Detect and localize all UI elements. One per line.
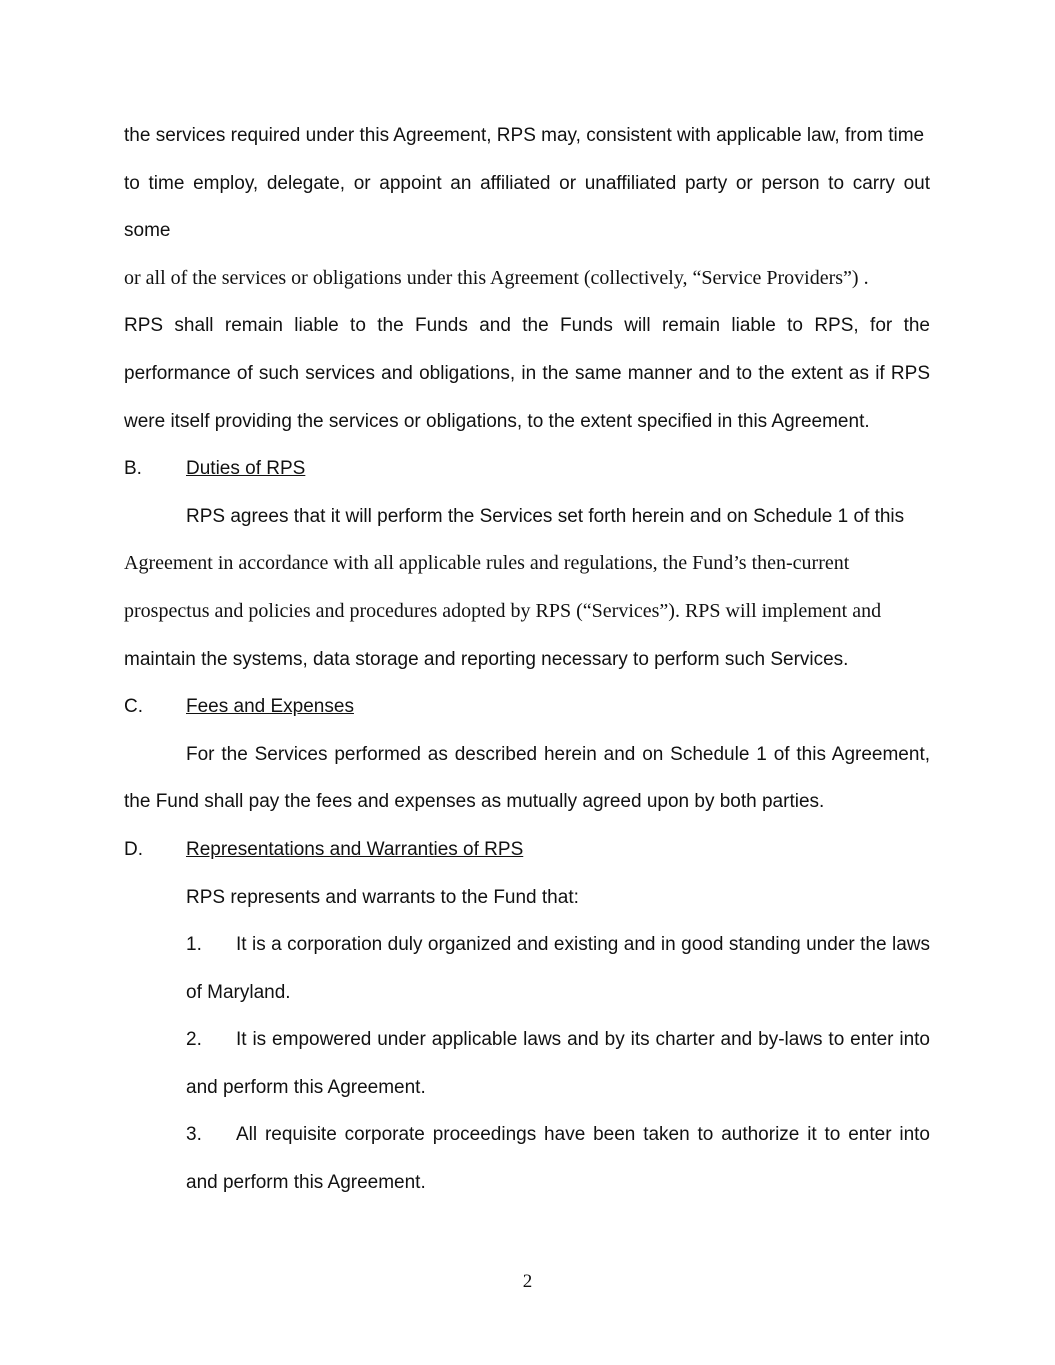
section-b-paragraph: [124, 493, 930, 683]
list-item-text: It is empowered under applicable laws and by its charter and by-laws to enter into and perform this Agreement.: [186, 1029, 930, 1098]
intro-line-2: to time employ, delegate, or appoint an affiliated or unaffiliated party or person to carry out some: [124, 172, 930, 242]
section-d-intro: RPS represents and warrants to the Fund that:: [186, 886, 579, 908]
section-c-heading: [124, 683, 930, 731]
document-body: [124, 112, 930, 1207]
page-number: 2: [522, 1271, 533, 1292]
section-d-title: Representations and Warranties of RPS: [186, 838, 524, 860]
list-item: [186, 921, 930, 1016]
section-d-heading: [124, 826, 930, 874]
list-item: [186, 1111, 930, 1206]
section-b-title: Duties of RPS: [186, 458, 306, 480]
list-item-number: 1.: [186, 934, 202, 956]
list-item-number: 3.: [186, 1124, 202, 1146]
section-c-letter: C.: [124, 696, 143, 718]
list-item: [186, 1016, 930, 1111]
section-b-line-2: Agreement in accordance with all applicable rules and regulations, the Fund’s then-current: [124, 552, 850, 575]
section-b-heading: [124, 445, 930, 493]
intro-line-1: the services required under this Agreement, RPS may, consistent with applicable law, from time: [124, 125, 925, 146]
section-b-line-3: prospectus and policies and procedures adopted by RPS (“Services”). RPS will implement and: [124, 599, 882, 622]
list-item-text: It is a corporation duly organized and existing and in good standing under the laws of Maryland.: [186, 934, 930, 1003]
section-b-letter: B.: [124, 458, 142, 480]
intro-rest: RPS shall remain liable to the Funds and the Funds will remain liable to RPS, for the performance of such services and obligations, in the same manner and to the extent as if RPS were itself providing the services or obligations, to the extent specified in this Agreement.: [124, 315, 930, 432]
section-c-title: Fees and Expenses: [186, 696, 354, 718]
list-item-number: 2.: [186, 1029, 202, 1051]
intro-line-3: or all of the services or obligations under this Agreement (collectively, “Service Providers”) .: [124, 266, 869, 289]
section-b-line-1: RPS agrees that it will perform the Services set forth herein and on Schedule 1 of this: [186, 505, 905, 527]
section-b-line-4: maintain the systems, data storage and reporting necessary to perform such Services.: [124, 648, 849, 670]
section-c-paragraph: For the Services performed as described herein and on Schedule 1 of this Agreement, the Fund shall pay the fees and expenses as mutually agreed upon by both parties.: [124, 743, 930, 813]
list-item-text: All requisite corporate proceedings have been taken to authorize it to enter into and perform this Agreement.: [186, 1124, 930, 1194]
section-d-letter: D.: [124, 838, 143, 860]
intro-paragraph: [124, 112, 930, 445]
